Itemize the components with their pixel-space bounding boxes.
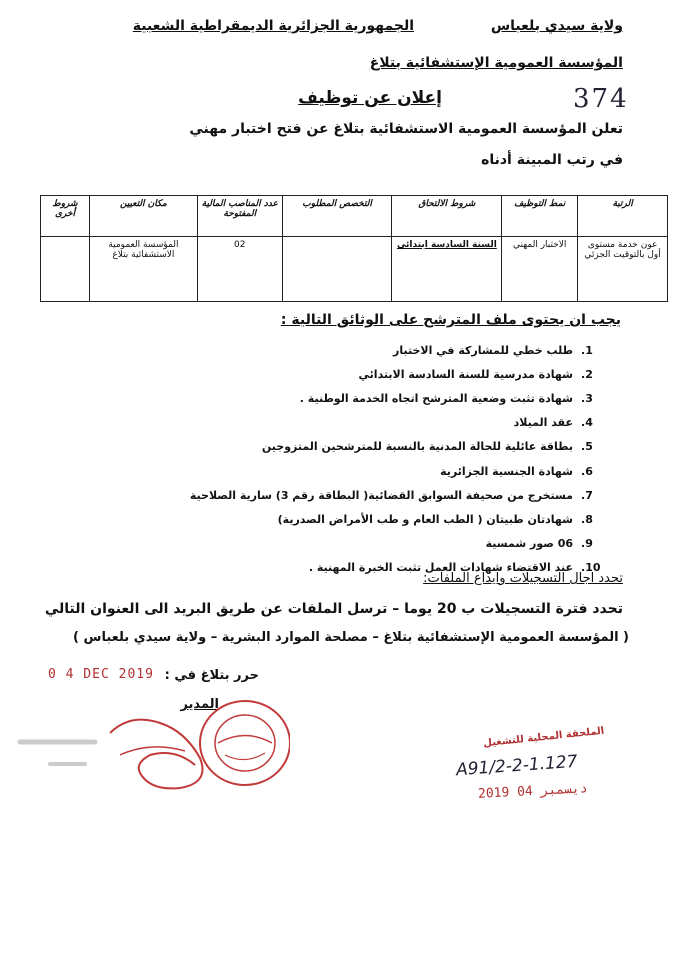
table-cell: عون خدمة مستوى أول بالتوقيت الجزئي [578,237,668,302]
list-item-text: شهادة تثبت وضعية المترشح اتجاه الخدمة الوطنية . [299,391,573,405]
republic-label: الجمهورية الجزائرية الديمقراطية الشعبية [132,18,414,34]
list-item-number: 7. [581,488,593,502]
list-item-number: 9. [581,537,593,551]
table-header: مكان التعيين [89,196,197,237]
receipt-stamp [448,725,618,812]
table-cell [282,237,392,302]
table-header: الرتبة [578,196,668,237]
list-item-text: عقد الميلاد [513,416,573,430]
table-cell: 02 [197,237,282,302]
list-item [121,459,601,483]
date-stamp: 0 4 DEC 2019 [48,667,154,682]
documents-list [121,338,601,580]
list-item-number: 10. [581,561,601,575]
list-item-text: شهادة الجنسية الجزائرية [440,464,573,478]
wilaya-label: ولاية سيدي بلعباس [490,18,623,34]
list-item [121,338,601,362]
list-item [121,435,601,459]
official-seal-icon [90,693,290,803]
list-item [121,362,601,386]
faint-stamp-icon [0,730,110,780]
receipt-stamp-date: 2019 ديسمبر 04 [477,781,588,802]
list-item-number: 2. [581,367,593,381]
list-item [121,386,601,410]
table-cell: المؤسسة العمومية الاستشفائية بتلاغ [89,237,197,302]
documents-heading: يجب ان يحتوى ملف المترشح على الوثائق التالية : [280,312,621,328]
positions-table [40,195,668,302]
table-header: شروط أخرى [41,196,90,237]
deadline-heading: تحدد اجال التسجيلات وايداع الملفات: [423,571,623,586]
list-item [121,483,601,507]
list-item-number: 1. [581,343,593,357]
list-item-text: بطاقة عائلية للحالة المدنية بالنسبة للمترشحين المتزوجين [261,440,573,454]
list-item-number: 6. [581,464,593,478]
written-at-label: حرر بتلاغ في : [164,668,259,683]
list-item [121,507,601,531]
table-cell: السنة السادسة ابتدائي [392,237,502,302]
list-item-number: 5. [581,440,593,454]
list-item-text: شهادتان طبيتان ( الطب العام و طب الأمراض الصدرية) [277,512,573,526]
receipt-stamp-agency: الملحقة المحلية للتشغيل [482,725,605,750]
handwritten-number: 374 [573,84,629,114]
institution-label: المؤسسة العمومية الإستشفائية بتلاغ [369,55,623,71]
deadline-line-1: تحدد فترة التسجيلات ب 20 يوما – ترسل الملفات عن طريق البريد الى العنوان التالي [44,601,623,617]
intro-line-2: في رتب المبينة أدناه [481,152,623,168]
table-header: نمط التوظيف [502,196,578,237]
table-header: عدد المناصب المالية المفتوحة [197,196,282,237]
receipt-stamp-number: A91/2-2-1.127 [455,751,579,781]
page-title: إعلان عن توظيف [298,88,442,108]
list-item-text: مستخرج من صحيفة السوابق القضائية( البطاقة رقم 3) سارية الصلاحية [189,488,573,502]
table-header-row [41,196,668,237]
list-item-number: 4. [581,416,593,430]
deadline-line-2: ( المؤسسة العمومية الإستشفائية بتلاغ – مصلحة الموارد البشرية – ولاية سيدي بلعباس ) [73,630,629,645]
list-item-text: شهادة مدرسية للسنة السادسة الابتدائي [358,367,573,381]
list-item [121,411,601,435]
table-cell: الاختبار المهني [502,237,578,302]
director-label: المدير [180,697,219,712]
table-cell [41,237,90,302]
list-item-text: 06 صور شمسية [485,537,573,551]
list-item-text: طلب خطي للمشاركة في الاختبار [393,343,573,357]
list-item [121,532,601,556]
list-item-number: 8. [581,512,593,526]
list-item-number: 3. [581,391,593,405]
table-row [41,237,668,302]
list-item-text: عند الاقتضاء شهادات العمل تثبت الخبرة المهنية . [308,561,573,575]
table-header: التخصص المطلوب [282,196,392,237]
intro-line-1: تعلن المؤسسة العمومية الاستشفائية بتلاغ عن فتح اختبار مهني [189,121,623,137]
table-header: شروط الالتحاق [392,196,502,237]
